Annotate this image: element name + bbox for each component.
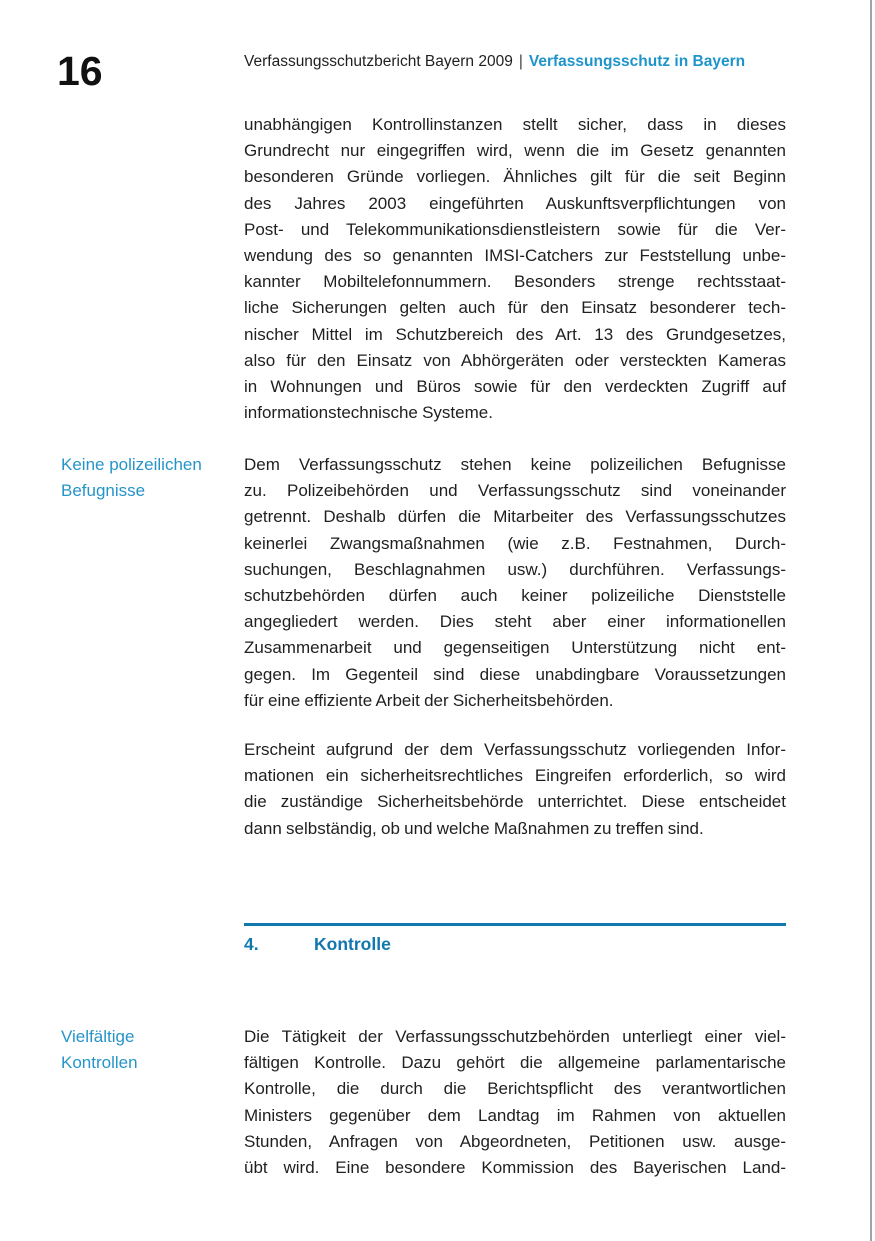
text-line: in Wohnungen und Büros sowie für den verdeckten Zugriff auf	[244, 377, 786, 397]
body-paragraph-4	[244, 1024, 786, 1181]
text-line: informationstechnische Systeme.	[244, 403, 493, 423]
text-line: getrennt. Deshalb dürfen die Mitarbeiter des Verfassungsschutzes	[244, 507, 786, 527]
body-paragraph-3	[244, 737, 786, 842]
text-line: mationen ein sicherheitsrechtliches Eingreifen erforderlich, so wird	[244, 766, 786, 786]
section-heading-rule	[244, 923, 786, 926]
page-header	[244, 52, 804, 72]
text-line: keinerlei Zwangsmaßnahmen (wie z.B. Festnahmen, Durch-	[244, 533, 786, 553]
page-edge-line	[870, 0, 872, 1241]
page-number: 16	[57, 48, 103, 94]
header-report-title: Verfassungsschutzbericht Bayern 2009	[244, 53, 513, 70]
text-line: schutzbehörden dürfen auch keiner polizeiliche Dienststelle	[244, 586, 786, 606]
text-line: dann selbständig, ob und welche Maßnahmen zu treffen sind.	[244, 818, 704, 838]
text-line: also für den Einsatz von Abhörgeräten oder versteckten Kameras	[244, 350, 786, 370]
text-line: besonderen Gründe vorliegen. Ähnliches gilt für die seit Beginn	[244, 167, 786, 187]
text-line: Keine polizeilichen	[61, 455, 202, 474]
text-line: Stunden, Anfragen von Abgeordneten, Petitionen usw. ausge-	[244, 1131, 786, 1151]
text-line: die zuständige Sicherheitsbehörde unterrichtet. Diese entscheidet	[244, 792, 786, 812]
text-line: Ministers gegenüber dem Landtag im Rahmen von aktuellen	[244, 1105, 786, 1125]
text-line: zu. Polizeibehörden und Verfassungsschutz sind voneinander	[244, 481, 786, 501]
text-line: wendung des so genannten IMSI-Catchers zur Feststellung unbe-	[244, 246, 786, 266]
text-line: liche Sicherungen gelten auch für den Einsatz besonderer tech-	[244, 298, 786, 318]
margin-note-keine-polizeilichen-befugnisse	[61, 452, 239, 504]
text-line: Vielfältige	[61, 1027, 135, 1046]
text-line: Die Tätigkeit der Verfassungsschutzbehörden unterliegt einer viel-	[244, 1027, 786, 1046]
text-line: für eine effiziente Arbeit der Sicherheitsbehörden.	[244, 690, 614, 710]
text-line: Kontrolle, die durch die Berichtspflicht des verantwortlichen	[244, 1079, 786, 1099]
header-separator: |	[518, 53, 523, 70]
section-title: Kontrolle	[314, 934, 391, 954]
text-line: unabhängigen Kontrollinstanzen stellt sicher, dass in dieses	[244, 115, 786, 134]
text-line: kannter Mobiltelefonnummern. Besonders strenge rechtsstaat-	[244, 272, 786, 292]
text-line: gegen. Im Gegenteil sind diese unabdingbare Voraussetzungen	[244, 664, 786, 684]
text-line: Befugnisse	[61, 481, 146, 501]
text-line: Kontrollen	[61, 1053, 138, 1073]
text-line: fältigen Kontrolle. Dazu gehört die allgemeine parlamentarische	[244, 1053, 786, 1073]
text-line: Zusammenarbeit und gegenseitigen Unterstützung nicht ent-	[244, 638, 786, 658]
margin-note-vielfaeltige-kontrollen	[61, 1024, 239, 1076]
text-line: übt wird. Eine besondere Kommission des Bayerischen Land-	[244, 1158, 786, 1178]
section-heading	[244, 932, 786, 956]
text-line: Grundrecht nur eingegriffen wird, wenn die im Gesetz genannten	[244, 141, 786, 161]
body-paragraph-1	[244, 112, 786, 426]
body-paragraph-2	[244, 452, 786, 714]
section-number: 4.	[244, 934, 259, 954]
header-section-title: Verfassungsschutz in Bayern	[528, 53, 746, 70]
text-line: nischer Mittel im Schutzbereich des Art. 13 des Grundgesetzes,	[244, 324, 786, 344]
text-line: Dem Verfassungsschutz stehen keine polizeilichen Befugnisse	[244, 455, 786, 474]
text-line: suchungen, Beschlagnahmen usw.) durchführen. Verfassungs-	[244, 559, 786, 579]
text-line: Post- und Telekommunikationsdienstleistern sowie für die Ver-	[244, 219, 786, 239]
text-line: des Jahres 2003 eingeführten Auskunftsverpflichtungen von	[244, 193, 786, 213]
text-line: Erscheint aufgrund der dem Verfassungsschutz vorliegenden Infor-	[244, 740, 786, 759]
text-line: angegliedert werden. Dies steht aber einer informationellen	[244, 612, 786, 632]
